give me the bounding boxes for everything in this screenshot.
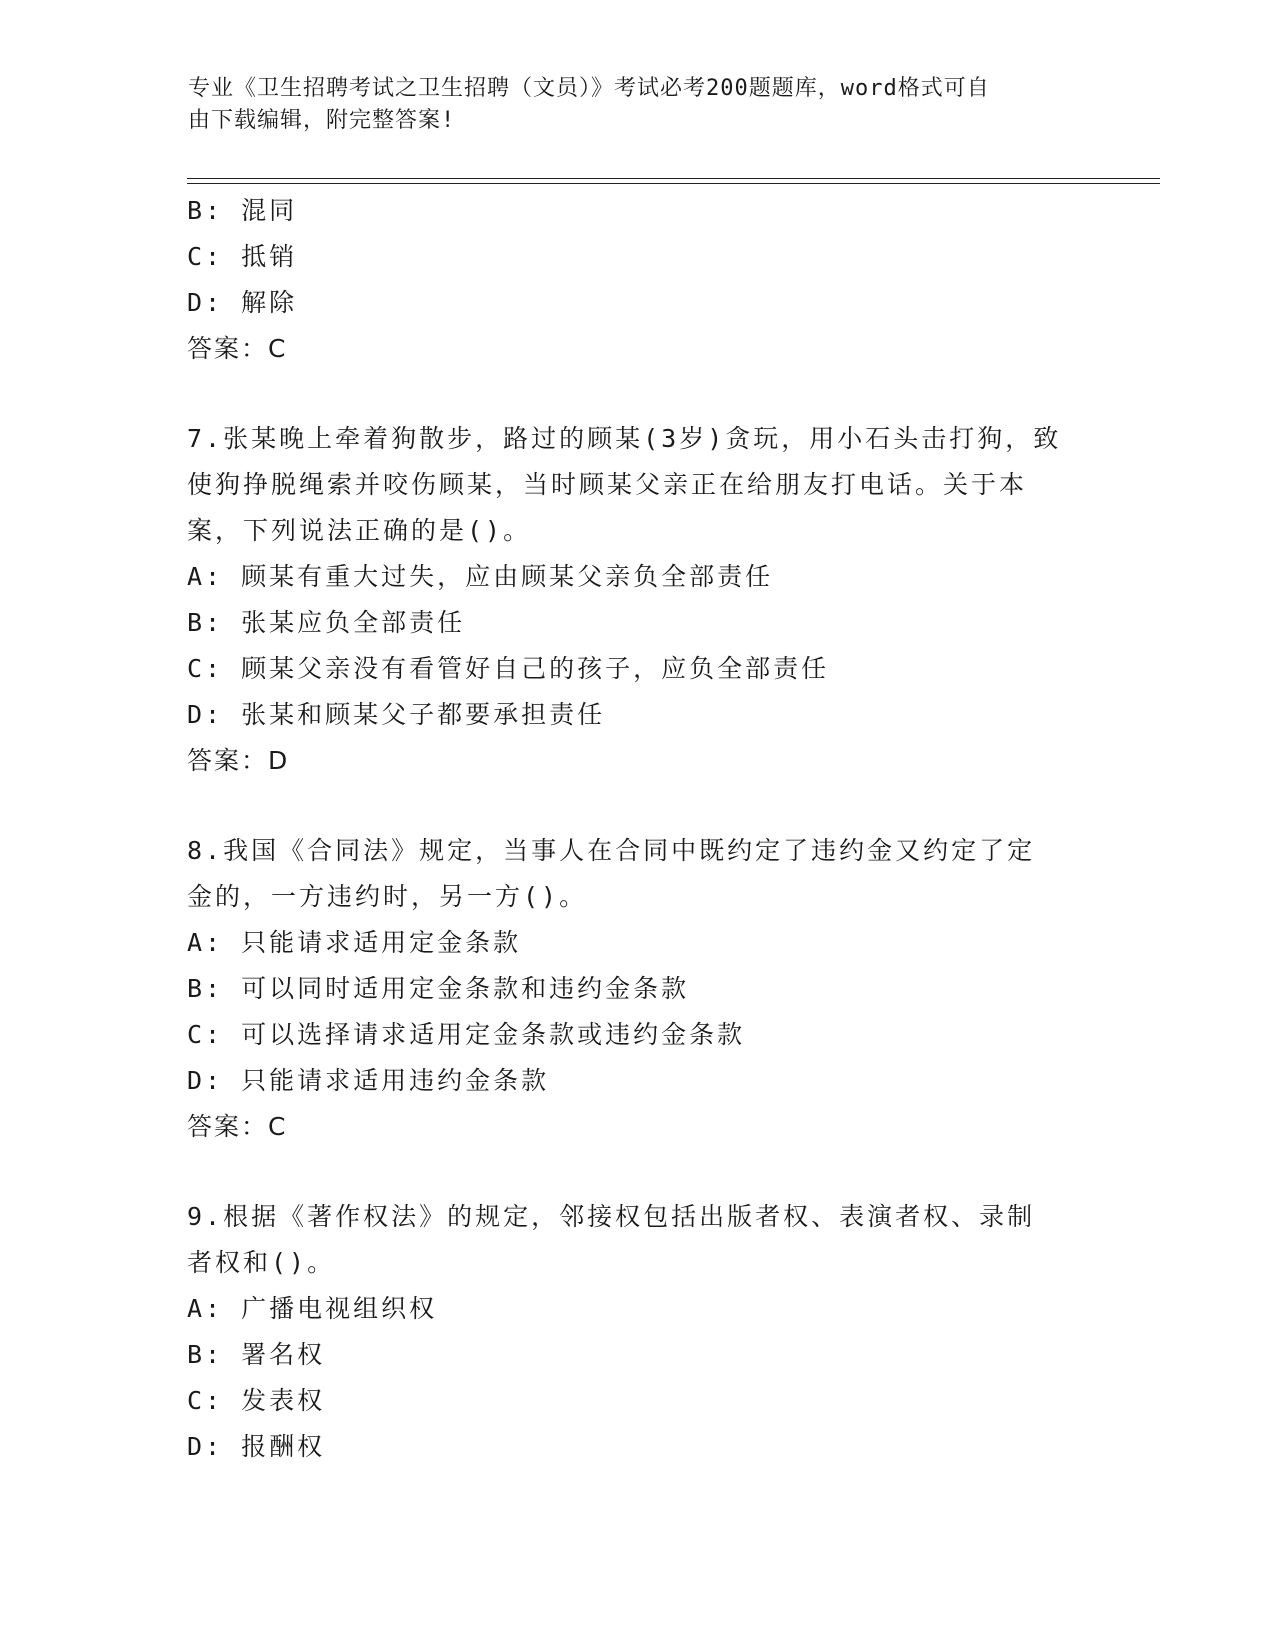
question-content (187, 188, 1087, 1470)
question-text-line: 案，下列说法正确的是()。 (187, 516, 532, 545)
spacer (187, 372, 1087, 416)
option-a: A: 只能请求适用定金条款 (187, 928, 522, 957)
option-d: D: 只能请求适用违约金条款 (187, 1066, 550, 1095)
option-c: C: 可以选择请求适用定金条款或违约金条款 (187, 1020, 746, 1049)
document-header (188, 73, 1088, 137)
header-line-2: 由下载编辑，附完整答案! (188, 108, 456, 133)
spacer (187, 784, 1087, 828)
option-c: C: 抵销 (187, 242, 298, 271)
option-b: B: 张某应负全部责任 (187, 608, 466, 637)
option-d: D: 张某和顾某父子都要承担责任 (187, 700, 606, 729)
question-text-line: 8.我国《合同法》规定，当事人在合同中既约定了违约金又约定了定 (187, 836, 1036, 865)
question-9 (187, 1194, 1087, 1470)
question-text-line: 金的，一方违约时，另一方()。 (187, 882, 588, 911)
answer-line: 答案：D (187, 746, 290, 775)
option-c: C: 顾某父亲没有看管好自己的孩子，应负全部责任 (187, 654, 830, 683)
option-b: B: 署名权 (187, 1340, 326, 1369)
question-text-line: 者权和()。 (187, 1248, 336, 1277)
option-a: A: 顾某有重大过失，应由顾某父亲负全部责任 (187, 562, 774, 591)
option-d: D: 报酬权 (187, 1432, 326, 1461)
option-c: C: 发表权 (187, 1386, 326, 1415)
option-b: B: 混同 (187, 196, 298, 225)
prev-question-block (187, 188, 1087, 372)
question-7 (187, 416, 1087, 784)
question-8 (187, 828, 1087, 1150)
question-text-line: 9.根据《著作权法》的规定，邻接权包括出版者权、表演者权、录制 (187, 1202, 1036, 1231)
option-a: A: 广播电视组织权 (187, 1294, 438, 1323)
header-divider-bottom (187, 183, 1160, 184)
option-d: D: 解除 (187, 288, 298, 317)
question-text-line: 使狗挣脱绳索并咬伤顾某，当时顾某父亲正在给朋友打电话。关于本 (187, 470, 1028, 499)
header-line-1: 专业《卫生招聘考试之卫生招聘（文员）》考试必考200题题库，word格式可自 (188, 76, 990, 101)
option-b: B: 可以同时适用定金条款和违约金条款 (187, 974, 690, 1003)
header-divider-top (187, 178, 1160, 179)
answer-line: 答案：C (187, 1112, 288, 1141)
spacer (187, 1150, 1087, 1194)
question-text-line: 7.张某晚上牵着狗散步，路过的顾某(3岁)贪玩，用小石头击打狗，致 (187, 424, 1062, 453)
answer-line: 答案：C (187, 334, 288, 363)
